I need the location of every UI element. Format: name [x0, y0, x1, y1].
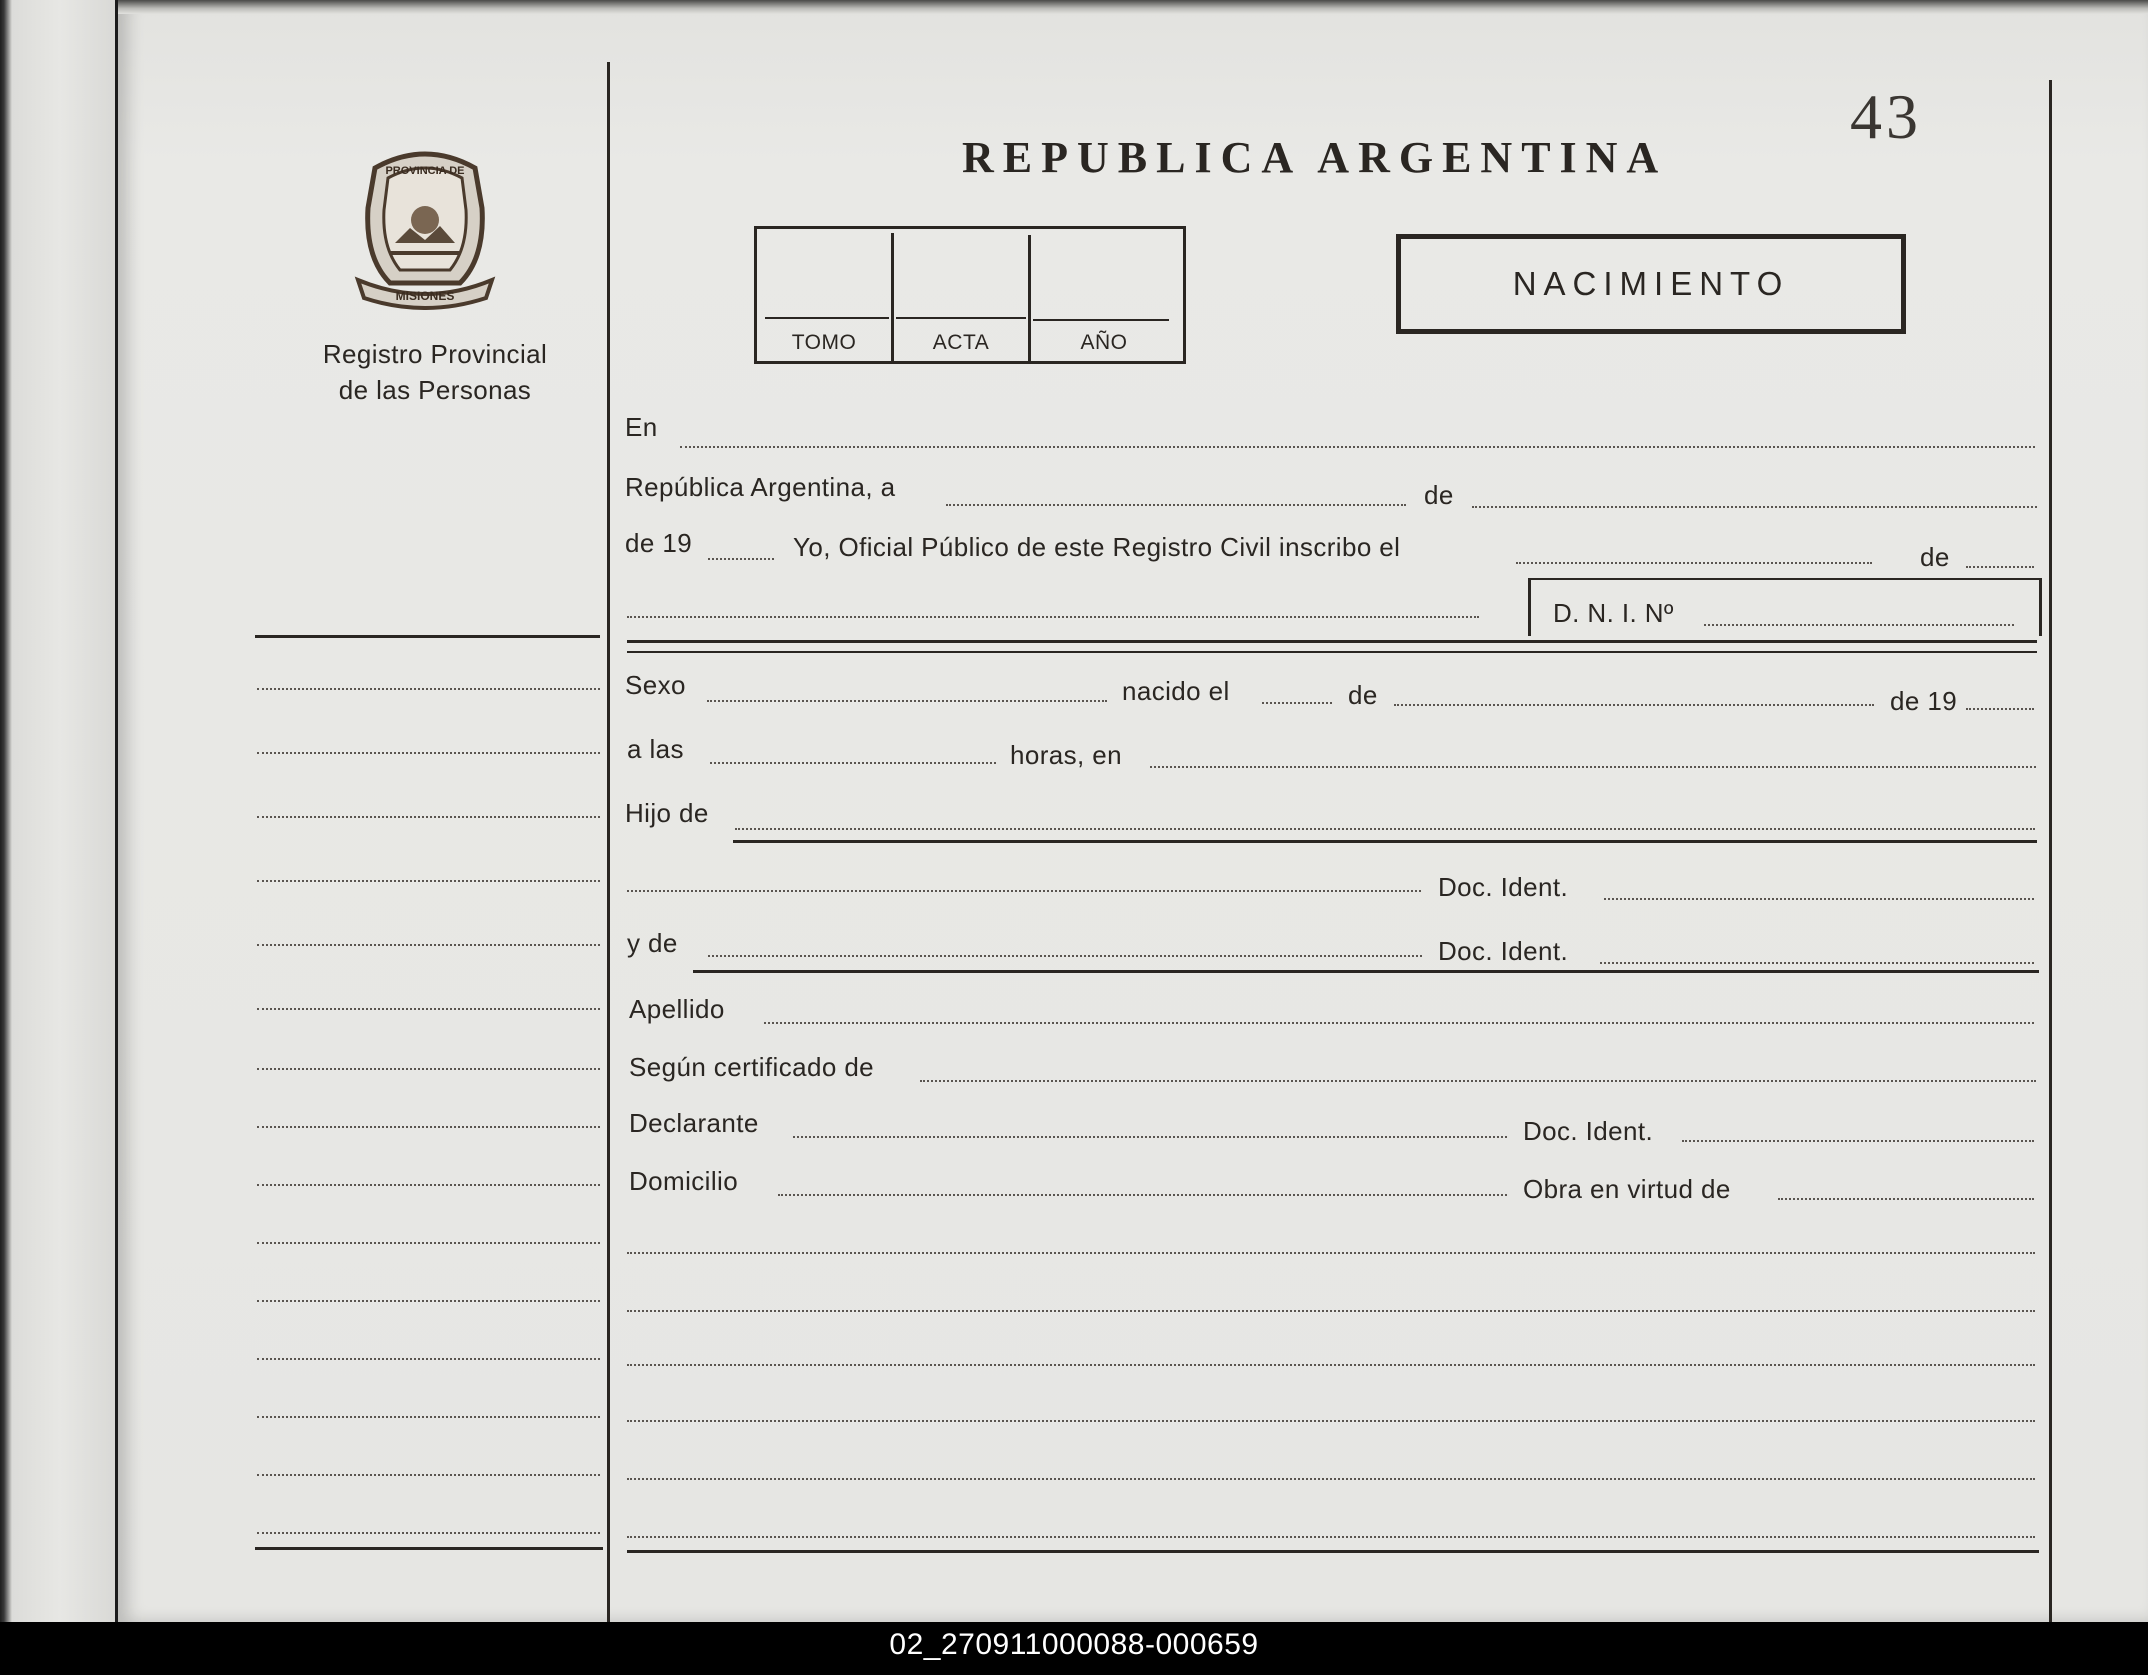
underline-hijo-de — [733, 840, 2037, 843]
label-yo-oficial: Yo, Oficial Público de este Registro Civil inscribo el — [793, 532, 1401, 562]
page-number: 43 — [1850, 81, 1922, 152]
label-en: En — [625, 412, 658, 442]
registry-name-line1: Registro Provincial — [322, 339, 548, 369]
margin-line-9[interactable] — [257, 1184, 600, 1186]
label-apellido: Apellido — [629, 994, 725, 1024]
left-column-divider — [607, 62, 610, 1622]
field-domicilio[interactable] — [778, 1194, 1507, 1196]
notes-bottom-rule — [627, 1550, 2039, 1553]
label-declarante: Declarante — [629, 1108, 759, 1138]
misiones-seal-icon — [350, 148, 500, 310]
margin-top-rule — [255, 635, 600, 638]
record-type-box — [1396, 234, 1906, 334]
field-year[interactable] — [708, 558, 774, 560]
field-declarante[interactable] — [793, 1136, 1507, 1138]
record-type-label: NACIMIENTO — [1512, 265, 1790, 302]
field-place[interactable] — [1150, 766, 2036, 768]
label-hijo-de: Hijo de — [625, 798, 709, 828]
margin-bottom-rule — [255, 1547, 603, 1550]
field-inscribo-de[interactable] — [1966, 566, 2034, 568]
field-name[interactable] — [627, 616, 1479, 618]
right-border-line — [2049, 80, 2052, 1622]
field-birth-year[interactable] — [1966, 708, 2034, 710]
field-day[interactable] — [946, 504, 1406, 506]
underline-y-de — [693, 970, 2039, 973]
label-a-las: a las — [627, 734, 684, 764]
field-segun-certificado[interactable] — [920, 1080, 2036, 1082]
label-de-month: de — [1424, 480, 1454, 510]
margin-line-7[interactable] — [257, 1068, 600, 1070]
notes-line-1[interactable] — [627, 1252, 2035, 1254]
label-doc-ident-declarante: Doc. Ident. — [1523, 1116, 1654, 1146]
notes-line-3[interactable] — [627, 1364, 2035, 1366]
tomo-cell[interactable] — [757, 229, 891, 361]
label-segun-certificado: Según certificado de — [629, 1052, 875, 1082]
field-month[interactable] — [1472, 506, 2037, 508]
section-rule-1 — [627, 640, 2037, 643]
label-nacido-el: nacido el — [1122, 676, 1230, 706]
field-mother-name[interactable] — [708, 955, 1422, 957]
label-de-inscribo: de — [1920, 542, 1950, 572]
image-id-caption: 02_270911000088-000659 — [889, 1628, 1259, 1661]
margin-line-6[interactable] — [257, 1008, 600, 1010]
field-hijo-de[interactable] — [735, 828, 2035, 830]
label-republica-a: República Argentina, a — [625, 472, 896, 502]
notes-line-6[interactable] — [627, 1536, 2035, 1538]
field-inscribo[interactable] — [1516, 562, 1872, 564]
margin-line-15[interactable] — [257, 1532, 600, 1534]
notes-line-4[interactable] — [627, 1420, 2035, 1422]
label-de-19: de 19 — [625, 528, 693, 558]
label-dni: D. N. I. Nº — [1553, 598, 1674, 628]
seal-bottom-text: MISIONES — [395, 289, 455, 303]
margin-line-2[interactable] — [257, 752, 600, 754]
top-page-edge — [118, 0, 2148, 14]
label-sexo: Sexo — [625, 670, 686, 700]
margin-line-3[interactable] — [257, 816, 600, 818]
field-sexo[interactable] — [707, 700, 1107, 702]
margin-line-12[interactable] — [257, 1358, 600, 1360]
left-page-edge — [0, 0, 115, 1622]
margin-line-1[interactable] — [257, 688, 600, 690]
label-horas-en: horas, en — [1010, 740, 1123, 770]
field-father-name[interactable] — [627, 890, 1421, 892]
label-y-de: y de — [627, 928, 678, 958]
acta-label: ACTA — [932, 331, 990, 354]
margin-line-4[interactable] — [257, 880, 600, 882]
section-rule-1b — [627, 651, 2037, 653]
field-doc-ident-mother[interactable] — [1600, 962, 2034, 964]
margin-line-10[interactable] — [257, 1242, 600, 1244]
field-obra-en-virtud[interactable] — [1778, 1198, 2034, 1200]
margin-line-14[interactable] — [257, 1474, 600, 1476]
registry-name — [300, 336, 570, 408]
label-doc-ident-father: Doc. Ident. — [1438, 872, 1569, 902]
field-apellido[interactable] — [764, 1022, 2034, 1024]
label-obra-en-virtud: Obra en virtud de — [1523, 1174, 1731, 1204]
field-birth-day[interactable] — [1262, 702, 1332, 704]
notes-line-2[interactable] — [627, 1310, 2035, 1312]
margin-line-13[interactable] — [257, 1416, 600, 1418]
margin-line-5[interactable] — [257, 944, 600, 946]
acta-cell[interactable] — [894, 229, 1028, 361]
field-en[interactable] — [680, 446, 2035, 448]
label-doc-ident-mother: Doc. Ident. — [1438, 936, 1569, 966]
margin-line-11[interactable] — [257, 1300, 600, 1302]
label-domicilio: Domicilio — [629, 1166, 739, 1196]
field-doc-ident-declarante[interactable] — [1682, 1140, 2034, 1142]
tomo-label: TOMO — [791, 331, 857, 354]
field-hour[interactable] — [710, 762, 996, 764]
label-de-birth: de — [1348, 680, 1378, 710]
ano-label: AÑO — [1080, 331, 1128, 354]
registry-name-line2: de las Personas — [338, 375, 532, 405]
margin-line-8[interactable] — [257, 1126, 600, 1128]
field-birth-month[interactable] — [1394, 704, 1874, 706]
label-de-19-birth: de 19 — [1890, 686, 1958, 716]
record-number-box — [754, 226, 1186, 364]
ano-cell[interactable] — [1031, 229, 1177, 361]
notes-line-5[interactable] — [627, 1478, 2035, 1480]
seal-top-text: PROVINCIA DE — [385, 165, 465, 177]
page-title: REPUBLICA ARGENTINA — [962, 133, 1668, 182]
field-dni[interactable] — [1704, 624, 2014, 626]
field-doc-ident-father[interactable] — [1604, 898, 2034, 900]
